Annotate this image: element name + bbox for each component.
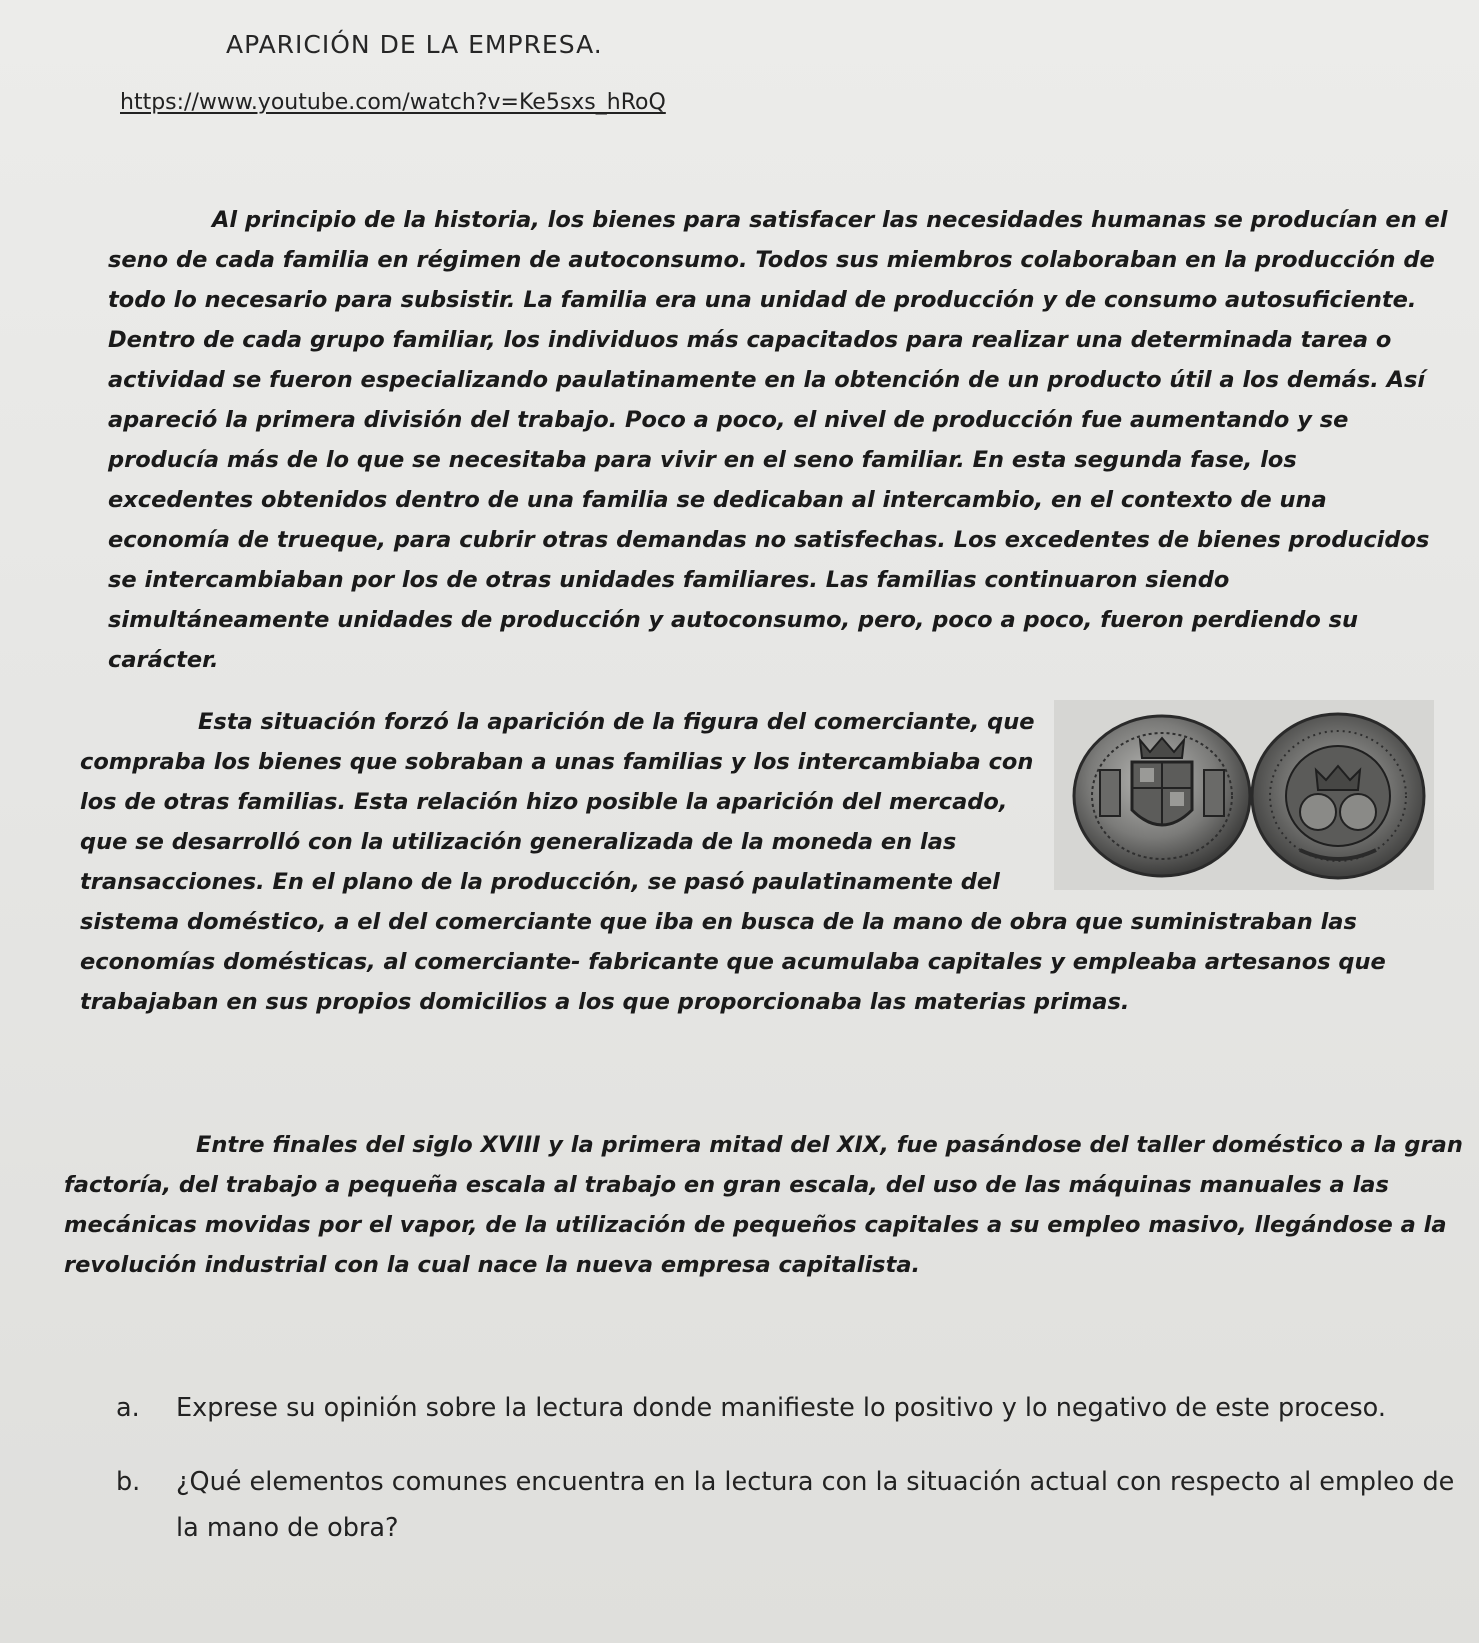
paragraph-2: Esta situación forzó la aparición de la figura del comerciante, que compraba los bienes que sobraban a unas familias y los intercambiaba con los de otras familias. Esta relación hizo posible la aparición del mercado, que se desarrolló con la utilización generalizada de la moneda en las transacciones. En el plano de la producción, se pasó paulatinamente del sistema doméstico, a el del comerciante que iba en busca de la mano de obra que suministraban las economías domésticas, al comerciante- fabricante que acumulaba capitales y empleaba artesanos que trabajaban en sus propios domicilios a los que proporcionaba las materias primas. — [80, 709, 1386, 1015]
question-text: ¿Qué elementos comunes encuentra en la lectura con la situación actual con respecto al empleo de la mano de obra? — [176, 1467, 1455, 1543]
question-text: Exprese su opinión sobre la lectura donde manifieste lo positivo y lo negativo de este proceso. — [176, 1393, 1386, 1423]
document-title: APARICIÓN DE LA EMPRESA. — [226, 30, 603, 59]
coins-figure — [1054, 700, 1434, 890]
coins-illustration — [1054, 700, 1434, 890]
coin-obverse — [1074, 716, 1250, 876]
paragraph-2-container — [80, 702, 1420, 1022]
question-a — [116, 1385, 1466, 1431]
question-b — [116, 1459, 1466, 1551]
questions-list — [116, 1385, 1466, 1579]
question-marker: a. — [116, 1393, 140, 1423]
coin-reverse — [1252, 714, 1424, 878]
paragraph-1: Al principio de la historia, los bienes para satisfacer las necesidades humanas se producían en el seno de cada familia en régimen de autoconsumo. Todos sus miembros colaboraban en la producción de todo lo necesario para subsistir. La familia era una unidad de producción y de consumo autosuficiente. Dentro de cada grupo familiar, los individuos más capacitados para realizar una determinada tarea o actividad se fueron especializando paulatinamente en la obtención de un producto útil a los demás. Así apareció la primera división del trabajo. Poco a poco, el nivel de producción fue aumentando y se producía más de lo que se necesitaba para vivir en el seno familiar. En esta segunda fase, los excedentes obtenidos dentro de una familia se dedicaban al intercambio, en el contexto de una economía de trueque, para cubrir otras demandas no satisfechas. Los excedentes de bienes producidos se intercambiaban por los de otras unidades familiares. Las familias continuaron siendo simultáneamente unidades de producción y autoconsumo, pero, poco a poco, fueron perdiendo su carácter. — [108, 207, 1448, 673]
paragraph-3: Entre finales del siglo XVIII y la primera mitad del XIX, fue pasándose del taller doméstico a la gran factoría, del trabajo a pequeña escala al trabajo en gran escala, del uso de las máquinas manuales a las mecánicas movidas por el vapor, de la utilización de pequeños capitales a su empleo masivo, llegándose a la revolución industrial con la cual nace la nueva empresa capitalista. — [64, 1132, 1463, 1278]
youtube-link[interactable]: https://www.youtube.com/watch?v=Ke5sxs_hRoQ — [120, 90, 666, 115]
question-marker: b. — [116, 1467, 141, 1497]
